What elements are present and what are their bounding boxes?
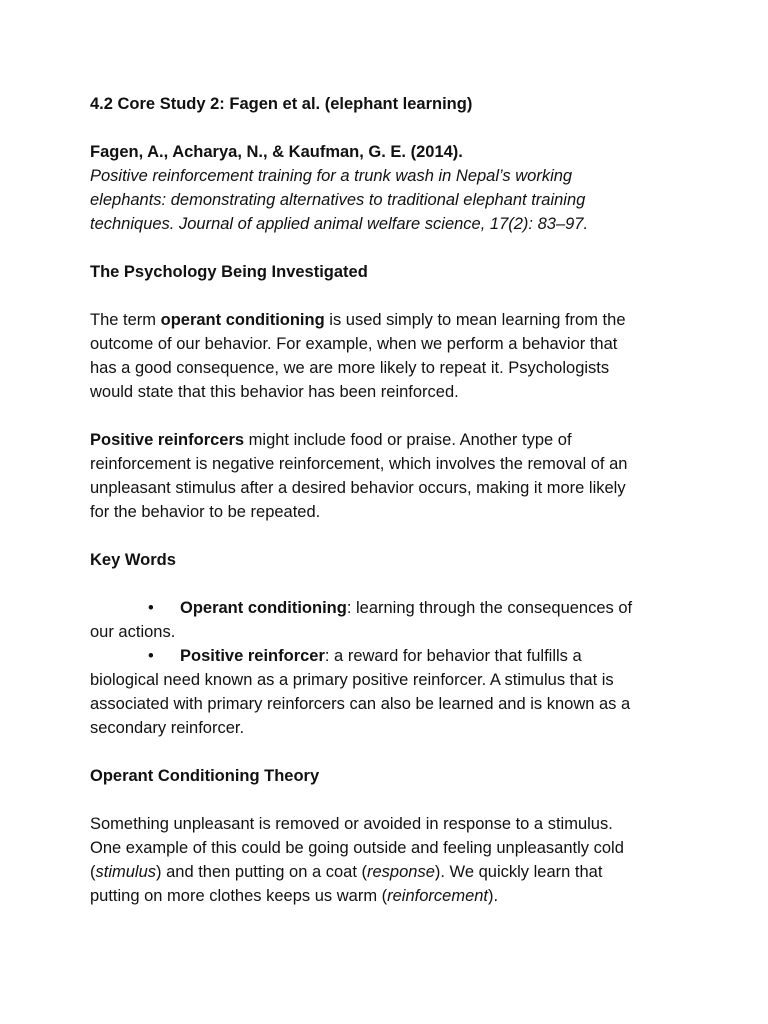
citation-authors: Fagen, A., Acharya, N., & Kaufman, G. E. (2014). [90, 143, 463, 161]
citation-title-line: elephants: demonstrating alternatives to traditional elephant training [90, 191, 586, 209]
definition-text: our actions. [90, 623, 176, 641]
bullet-icon: • [148, 647, 154, 665]
list-item [90, 596, 690, 644]
psychology-heading: The Psychology Being Investigated [90, 263, 368, 281]
paragraph-text: ) and then putting on a coat ( [156, 863, 367, 881]
key-words-list [90, 596, 690, 740]
paragraph-text: would state that this behavior has been reinforced. [90, 383, 459, 401]
definition-text: : a reward for behavior that fulfills a [324, 647, 582, 665]
paragraph-text: ( [90, 863, 96, 881]
paragraph-text: One example of this could be going outside and feeling unpleasantly cold [90, 839, 624, 857]
citation-title-line: techniques. Journal of applied animal welfare science, 17(2): 83–97. [90, 215, 589, 233]
citation-title [90, 164, 690, 236]
citation-title-line: Positive reinforcement training for a trunk wash in Nepal’s working [90, 167, 573, 185]
definition-text: biological need known as a primary positive reinforcer. A stimulus that is [90, 671, 614, 689]
key-words-heading: Key Words [90, 551, 176, 569]
list-item [90, 644, 690, 740]
paragraph-theory [90, 812, 690, 908]
paragraph-text: unpleasant stimulus after a desired behavior occurs, making it more likely [90, 479, 626, 497]
italic-term: response [367, 863, 435, 881]
paragraph-text: for the behavior to be repeated. [90, 503, 321, 521]
paragraph-text: might include food or praise. Another type of [244, 431, 572, 449]
bold-term: Positive reinforcers [90, 431, 245, 449]
citation [90, 140, 690, 236]
italic-term: stimulus [95, 863, 157, 881]
paragraph-text: has a good consequence, we are more likely to repeat it. Psychologists [90, 359, 610, 377]
definition-text: associated with primary reinforcers can also be learned and is known as a [90, 695, 631, 713]
bold-term: operant conditioning [160, 311, 325, 329]
key-term: Operant conditioning [180, 599, 347, 617]
paragraph-text: Something unpleasant is removed or avoided in response to a stimulus. [90, 815, 613, 833]
paragraph-reinforcers [90, 428, 690, 524]
paragraph-text: outcome of our behavior. For example, when we perform a behavior that [90, 335, 618, 353]
definition-text: : learning through the consequences of [346, 599, 633, 617]
paragraph-text: ). We quickly learn that [434, 863, 603, 881]
theory-heading: Operant Conditioning Theory [90, 767, 320, 785]
section-title: 4.2 Core Study 2: Fagen et al. (elephant learning) [90, 95, 473, 113]
paragraph-operant [90, 308, 690, 404]
italic-term: reinforcement [387, 887, 489, 905]
paragraph-text: reinforcement is negative reinforcement, which involves the removal of an [90, 455, 628, 473]
paragraph-text: The term [90, 311, 161, 329]
bullet-icon: • [148, 599, 154, 617]
paragraph-text: is used simply to mean learning from the [324, 311, 626, 329]
document-page [90, 92, 690, 908]
paragraph-text: ). [488, 887, 499, 905]
paragraph-text: putting on more clothes keeps us warm ( [90, 887, 388, 905]
definition-text: secondary reinforcer. [90, 719, 245, 737]
key-term: Positive reinforcer [180, 647, 325, 665]
